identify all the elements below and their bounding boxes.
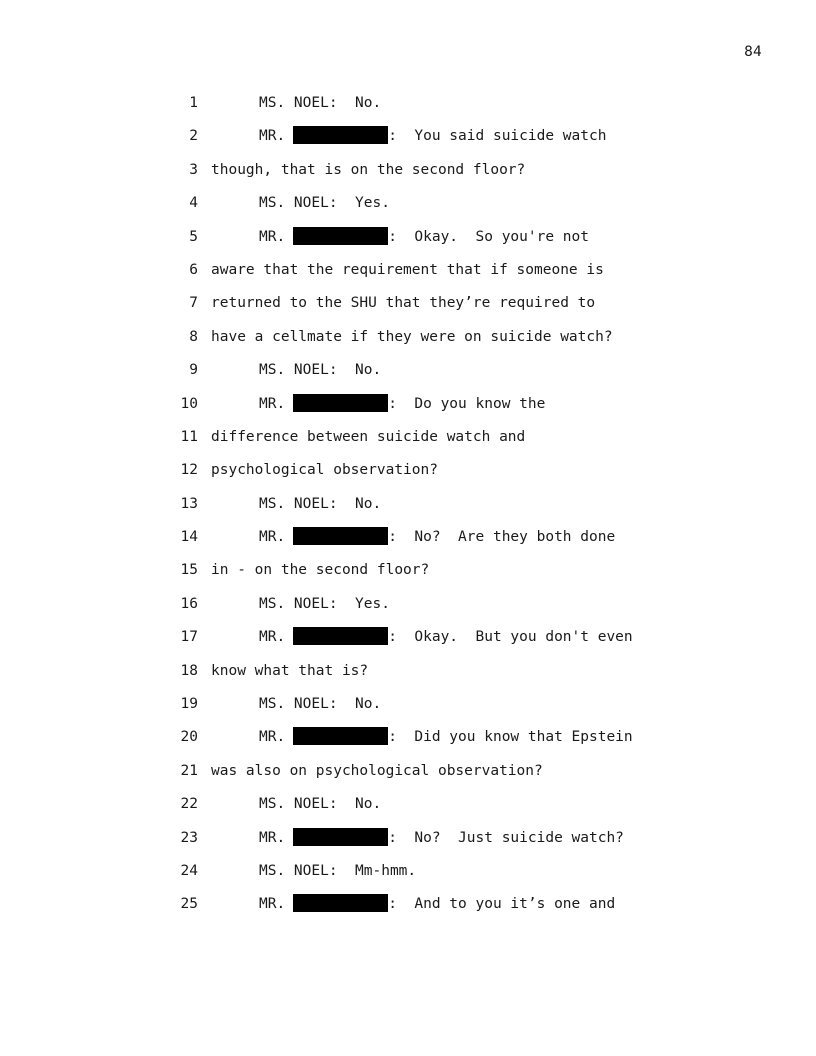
line-number: 5 — [189, 228, 198, 245]
speaker-label: MS. NOEL: — [259, 595, 338, 612]
line-text — [259, 694, 381, 714]
line-content: No. — [337, 796, 382, 813]
speaker-label: MR. — [259, 896, 286, 913]
transcript-line — [0, 394, 816, 427]
redaction-box — [293, 394, 388, 412]
transcript-line — [0, 293, 816, 326]
transcript-line — [0, 327, 816, 360]
line-number: 10 — [180, 395, 198, 412]
line-content: was also on psychological observation? — [211, 762, 543, 779]
line-number: 20 — [180, 729, 198, 746]
speaker-label: MS. NOEL: — [259, 495, 338, 512]
speaker-label: MR. — [259, 128, 286, 145]
transcript-line — [0, 360, 816, 393]
line-number: 9 — [189, 362, 198, 379]
line-content: No. — [337, 495, 382, 512]
line-text — [259, 360, 381, 380]
line-number: 7 — [189, 295, 198, 312]
transcript-line — [0, 560, 816, 593]
line-text — [259, 828, 624, 848]
line-number: 14 — [180, 529, 198, 546]
line-number: 6 — [189, 261, 198, 278]
line-content: difference between suicide watch and — [211, 428, 526, 445]
line-number: 21 — [180, 762, 198, 779]
line-text — [259, 627, 633, 647]
line-number: 15 — [180, 562, 198, 579]
speaker-label: MR. — [259, 729, 286, 746]
line-content: though, that is on the second floor? — [211, 161, 526, 178]
transcript-line — [0, 694, 816, 727]
line-number: 23 — [180, 829, 198, 846]
line-content: : No? Are they both done — [388, 529, 616, 546]
transcript-line — [0, 627, 816, 660]
line-number: 2 — [189, 128, 198, 145]
line-number: 18 — [180, 662, 198, 679]
speaker-label: MR. — [259, 629, 286, 646]
transcript-line — [0, 494, 816, 527]
line-number: 3 — [189, 161, 198, 178]
line-number: 25 — [180, 896, 198, 913]
line-content: in - on the second floor? — [211, 562, 430, 579]
line-number: 8 — [189, 328, 198, 345]
line-text — [259, 494, 381, 514]
line-content: No. — [337, 696, 382, 713]
line-text — [211, 761, 543, 781]
speaker-label: MS. NOEL: — [259, 862, 338, 879]
redaction-box — [293, 227, 388, 245]
line-text — [259, 794, 381, 814]
speaker-label: MS. NOEL: — [259, 696, 338, 713]
line-number: 19 — [180, 696, 198, 713]
line-text — [259, 93, 381, 113]
line-content: Mm-hmm. — [337, 862, 417, 879]
line-content: : And to you it’s one and — [388, 896, 616, 913]
transcript-body — [0, 93, 816, 928]
line-content: Yes. — [337, 595, 390, 612]
transcript-line — [0, 861, 816, 894]
transcript-line — [0, 828, 816, 861]
redaction-box — [293, 527, 388, 545]
line-content: aware that the requirement that if someone is — [211, 261, 604, 278]
transcript-line — [0, 93, 816, 126]
line-text — [259, 594, 390, 614]
line-text — [259, 527, 615, 547]
transcript-line — [0, 126, 816, 159]
line-text — [211, 160, 525, 180]
line-text — [211, 260, 604, 280]
page-number: 84 — [744, 44, 762, 60]
line-content: : You said suicide watch — [388, 128, 607, 145]
speaker-label: MS. NOEL: — [259, 95, 338, 111]
transcript-line — [0, 260, 816, 293]
line-text — [211, 560, 429, 580]
transcript-line — [0, 193, 816, 226]
redaction-box — [293, 627, 388, 645]
line-text — [211, 427, 525, 447]
speaker-label: MR. — [259, 829, 286, 846]
line-text — [259, 193, 390, 213]
transcript-line — [0, 460, 816, 493]
line-text — [211, 293, 595, 313]
line-number: 17 — [180, 629, 198, 646]
transcript-line — [0, 427, 816, 460]
line-content: No. — [337, 362, 382, 379]
redaction-box — [293, 126, 388, 144]
transcript-line — [0, 894, 816, 927]
line-content: : Do you know the — [388, 395, 546, 412]
line-content: psychological observation? — [211, 462, 438, 479]
line-content: : Okay. But you don't even — [388, 629, 633, 646]
line-content: : No? Just suicide watch? — [388, 829, 624, 846]
transcript-line — [0, 227, 816, 260]
line-text — [211, 661, 368, 681]
line-text — [259, 894, 615, 914]
line-number: 16 — [180, 595, 198, 612]
line-text — [259, 861, 416, 881]
transcript-line — [0, 727, 816, 760]
line-content: : Okay. So you're not — [388, 228, 589, 245]
line-text — [211, 327, 613, 347]
speaker-label: MR. — [259, 529, 286, 546]
transcript-line — [0, 661, 816, 694]
line-number: 12 — [180, 462, 198, 479]
line-number: 24 — [180, 862, 198, 879]
line-text — [259, 394, 545, 414]
line-text — [211, 460, 438, 480]
line-content: No. — [337, 95, 382, 111]
speaker-label: MR. — [259, 395, 286, 412]
line-content: : Did you know that Epstein — [388, 729, 633, 746]
line-number: 4 — [189, 195, 198, 212]
transcript-line — [0, 527, 816, 560]
speaker-label: MR. — [259, 228, 286, 245]
speaker-label: MS. NOEL: — [259, 796, 338, 813]
line-text — [259, 126, 606, 146]
line-number: 13 — [180, 495, 198, 512]
line-text — [259, 227, 589, 247]
line-number: 22 — [180, 796, 198, 813]
redaction-box — [293, 894, 388, 912]
line-number: 11 — [180, 428, 198, 445]
line-text — [259, 727, 633, 747]
transcript-line — [0, 594, 816, 627]
line-content: have a cellmate if they were on suicide watch? — [211, 328, 613, 345]
line-content: know what that is? — [211, 662, 369, 679]
transcript-line — [0, 160, 816, 193]
speaker-label: MS. NOEL: — [259, 195, 338, 212]
transcript-line — [0, 761, 816, 794]
line-content: returned to the SHU that they’re required to — [211, 295, 596, 312]
transcript-line — [0, 794, 816, 827]
line-number: 1 — [189, 95, 198, 111]
redaction-box — [293, 727, 388, 745]
line-content: Yes. — [337, 195, 390, 212]
redaction-box — [293, 828, 388, 846]
speaker-label: MS. NOEL: — [259, 362, 338, 379]
